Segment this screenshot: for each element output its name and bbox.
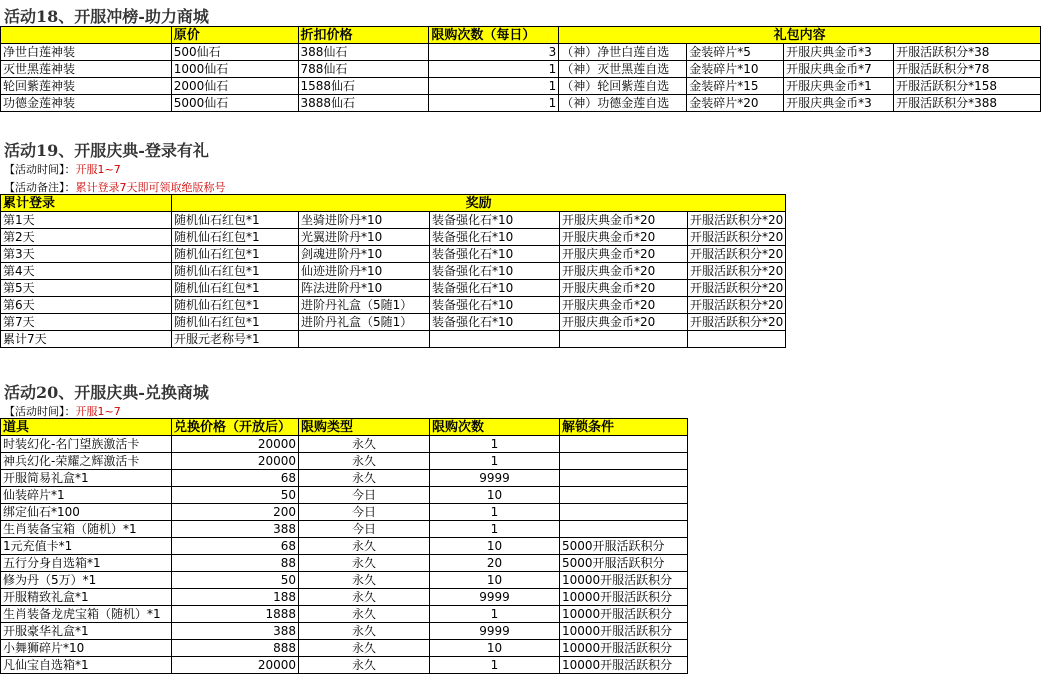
table-cell[interactable]: 装备强化石*10 <box>430 246 560 263</box>
table-cell[interactable]: 今日 <box>299 487 430 504</box>
table-cell[interactable]: 剑魂进阶丹*10 <box>299 246 430 263</box>
table-cell[interactable]: 永久 <box>299 538 430 555</box>
table-cell[interactable]: 永久 <box>299 589 430 606</box>
table-cell[interactable]: 9999 <box>430 623 560 640</box>
table-cell[interactable]: （神）净世白莲自选 <box>559 44 687 61</box>
table-cell[interactable]: 50 <box>172 487 299 504</box>
table-cell[interactable]: 1588仙石 <box>298 78 429 95</box>
table-cell[interactable]: 凡仙宝自选箱*1 <box>1 657 172 674</box>
table-cell[interactable] <box>560 453 688 470</box>
table-cell[interactable]: 第1天 <box>1 212 172 229</box>
table-cell[interactable]: 开服活跃积分*158 <box>894 78 1041 95</box>
table-cell[interactable]: 永久 <box>299 436 430 453</box>
table-row <box>1 504 688 521</box>
table-row <box>1 657 688 674</box>
table-row <box>1 436 688 453</box>
act19-time-note <box>4 161 121 177</box>
table-cell[interactable]: 小舞狮碎片*10 <box>1 640 172 657</box>
table-row <box>1 61 1041 78</box>
table-cell[interactable]: 永久 <box>299 623 430 640</box>
table-cell[interactable]: 金装碎片*15 <box>687 78 784 95</box>
table-cell[interactable]: 5000开服活跃积分 <box>560 555 688 572</box>
table-cell[interactable] <box>688 331 786 348</box>
table-cell[interactable]: 开服豪华礼盒*1 <box>1 623 172 640</box>
table-cell[interactable]: 10000开服活跃积分 <box>560 640 688 657</box>
table-cell[interactable]: 永久 <box>299 606 430 623</box>
table-cell[interactable] <box>560 470 688 487</box>
table-cell[interactable]: 68 <box>172 470 299 487</box>
table-cell[interactable]: 1 <box>430 521 560 538</box>
table-cell[interactable]: 第3天 <box>1 246 172 263</box>
table-act19 <box>0 194 786 348</box>
table-cell[interactable]: 开服活跃积分*38 <box>894 44 1041 61</box>
table-cell[interactable]: 开服庆典金币*20 <box>560 280 688 297</box>
table-cell[interactable]: 1 <box>429 61 559 78</box>
table-cell[interactable]: 随机仙石红包*1 <box>172 263 299 280</box>
table-cell[interactable]: 永久 <box>299 657 430 674</box>
table-cell[interactable]: 388仙石 <box>298 44 429 61</box>
table-cell[interactable]: 功德金莲神装 <box>1 95 172 112</box>
table-row <box>1 212 786 229</box>
header-cell[interactable]: 礼包内容 <box>559 27 1041 44</box>
table-cell[interactable] <box>430 331 560 348</box>
table-cell[interactable]: 开服活跃积分*78 <box>894 61 1041 78</box>
table-cell[interactable]: 5000仙石 <box>171 95 298 112</box>
header-cell[interactable]: 限购次数 <box>430 419 560 436</box>
table-cell[interactable]: 1 <box>430 436 560 453</box>
table-cell[interactable]: 500仙石 <box>171 44 298 61</box>
table-cell[interactable]: （神）轮回紫莲自选 <box>559 78 687 95</box>
table-cell[interactable]: 1 <box>429 78 559 95</box>
table-cell[interactable]: 开服活跃积分*20 <box>688 212 786 229</box>
table-cell[interactable]: 开服庆典金币*3 <box>784 44 894 61</box>
note-value: 累计登录7天即可领取绝版称号 <box>75 181 226 194</box>
table-cell[interactable]: 50 <box>172 572 299 589</box>
table-cell[interactable]: 进阶丹礼盒（5随1） <box>299 314 430 331</box>
table-cell[interactable]: 绑定仙石*100 <box>1 504 172 521</box>
table-header <box>1 419 688 436</box>
table-cell[interactable]: 永久 <box>299 640 430 657</box>
table-cell[interactable]: 20000 <box>172 657 299 674</box>
table-cell[interactable]: 1元充值卡*1 <box>1 538 172 555</box>
table-cell[interactable]: 10 <box>430 640 560 657</box>
table-cell[interactable]: 2000仙石 <box>171 78 298 95</box>
table-cell[interactable]: 开服活跃积分*20 <box>688 263 786 280</box>
table-cell[interactable]: 5000开服活跃积分 <box>560 538 688 555</box>
table-cell[interactable]: 开服庆典金币*3 <box>784 95 894 112</box>
table-cell[interactable]: 今日 <box>299 504 430 521</box>
table-cell[interactable]: 第6天 <box>1 297 172 314</box>
header-cell[interactable]: 限购类型 <box>299 419 430 436</box>
table-cell[interactable]: 第2天 <box>1 229 172 246</box>
table-cell[interactable]: 188 <box>172 589 299 606</box>
table-cell[interactable]: 时装幻化-名门望族激活卡 <box>1 436 172 453</box>
table-act18 <box>0 26 1041 112</box>
note-value: 开服1~7 <box>75 163 121 176</box>
table-cell[interactable]: 生肖装备宝箱（随机）*1 <box>1 521 172 538</box>
table-header <box>1 195 786 212</box>
table-cell[interactable]: 随机仙石红包*1 <box>172 212 299 229</box>
table-cell[interactable]: 10 <box>430 487 560 504</box>
table-cell[interactable] <box>560 504 688 521</box>
table-cell[interactable]: 永久 <box>299 555 430 572</box>
table-cell[interactable]: 开服简易礼盒*1 <box>1 470 172 487</box>
table-cell[interactable]: 装备强化石*10 <box>430 263 560 280</box>
table-row <box>1 78 1041 95</box>
table-cell[interactable]: 金装碎片*10 <box>687 61 784 78</box>
table-cell[interactable]: 轮回紫莲神装 <box>1 78 172 95</box>
table-row <box>1 487 688 504</box>
table-cell[interactable]: 金装碎片*5 <box>687 44 784 61</box>
table-cell[interactable]: 随机仙石红包*1 <box>172 280 299 297</box>
table-row <box>1 246 786 263</box>
table-cell[interactable]: 10000开服活跃积分 <box>560 657 688 674</box>
table-row <box>1 44 1041 61</box>
table-cell[interactable]: 灭世黑莲神装 <box>1 61 172 78</box>
header-cell[interactable]: 累计登录 <box>1 195 172 212</box>
table-cell[interactable] <box>560 331 688 348</box>
table-row <box>1 555 688 572</box>
table-cell[interactable]: 坐骑进阶丹*10 <box>299 212 430 229</box>
table-cell[interactable]: 神兵幻化-荣耀之辉激活卡 <box>1 453 172 470</box>
table-cell[interactable]: 3 <box>429 44 559 61</box>
table-row <box>1 331 786 348</box>
header-cell[interactable]: 原价 <box>171 27 298 44</box>
table-cell[interactable]: 788仙石 <box>298 61 429 78</box>
table-cell[interactable]: 装备强化石*10 <box>430 229 560 246</box>
act19-remark-note <box>4 179 226 195</box>
table-cell[interactable]: 10000开服活跃积分 <box>560 572 688 589</box>
table-header <box>1 27 1041 44</box>
table-cell[interactable]: 10000开服活跃积分 <box>560 623 688 640</box>
header-cell[interactable]: 道具 <box>1 419 172 436</box>
section-title-act19: 活动19、开服庆典-登录有礼 <box>4 141 209 160</box>
header-cell[interactable]: 解锁条件 <box>560 419 688 436</box>
table-cell[interactable]: 3888仙石 <box>298 95 429 112</box>
table-row <box>1 521 688 538</box>
table-cell[interactable]: 388 <box>172 521 299 538</box>
table-cell[interactable]: 进阶丹礼盒（5随1） <box>299 297 430 314</box>
table-cell[interactable]: 随机仙石红包*1 <box>172 314 299 331</box>
section-title-act18: 活动18、开服冲榜-助力商城 <box>4 7 209 26</box>
table-row <box>1 606 688 623</box>
table-cell[interactable]: 开服庆典金币*7 <box>784 61 894 78</box>
section-title-act20: 活动20、开服庆典-兑换商城 <box>4 383 209 402</box>
table-cell[interactable]: 开服精致礼盒*1 <box>1 589 172 606</box>
table-cell[interactable]: 永久 <box>299 470 430 487</box>
table-row <box>1 280 786 297</box>
table-cell[interactable]: 仙装碎片*1 <box>1 487 172 504</box>
table-row <box>1 314 786 331</box>
note-label: 【活动时间】： <box>4 163 76 176</box>
table-cell[interactable]: 1 <box>430 453 560 470</box>
table-cell[interactable]: 开服庆典金币*1 <box>784 78 894 95</box>
table-row <box>1 453 688 470</box>
table-cell[interactable]: 永久 <box>299 572 430 589</box>
act20-time-note <box>4 403 121 419</box>
header-cell[interactable]: 奖励 <box>172 195 786 212</box>
table-cell[interactable]: 9999 <box>430 470 560 487</box>
table-cell[interactable]: 五行分身自选箱*1 <box>1 555 172 572</box>
table-cell[interactable]: 开服活跃积分*20 <box>688 229 786 246</box>
table-cell[interactable]: 修为丹（5万）*1 <box>1 572 172 589</box>
table-cell[interactable]: 随机仙石红包*1 <box>172 246 299 263</box>
table-cell[interactable]: 200 <box>172 504 299 521</box>
table-row <box>1 572 688 589</box>
table-cell[interactable]: 装备强化石*10 <box>430 212 560 229</box>
table-cell[interactable]: 10 <box>430 572 560 589</box>
note-value: 开服1~7 <box>75 405 121 418</box>
table-cell[interactable]: 68 <box>172 538 299 555</box>
table-cell[interactable]: 仙迹进阶丹*10 <box>299 263 430 280</box>
header-cell[interactable]: 折扣价格 <box>298 27 429 44</box>
table-cell[interactable]: 生肖装备龙虎宝箱（随机）*1 <box>1 606 172 623</box>
table-cell[interactable]: 今日 <box>299 521 430 538</box>
header-cell[interactable]: 兑换价格（开放后） <box>172 419 299 436</box>
table-cell[interactable]: 开服活跃积分*388 <box>894 95 1041 112</box>
table-cell[interactable]: 1 <box>430 606 560 623</box>
table-cell[interactable]: 开服庆典金币*20 <box>560 229 688 246</box>
table-cell[interactable]: 开服活跃积分*20 <box>688 246 786 263</box>
header-cell[interactable]: 限购次数（每日） <box>429 27 559 44</box>
table-cell[interactable]: 第4天 <box>1 263 172 280</box>
table-cell[interactable]: 装备强化石*10 <box>430 280 560 297</box>
table-cell[interactable]: 光翼进阶丹*10 <box>299 229 430 246</box>
table-cell[interactable]: 阵法进阶丹*10 <box>299 280 430 297</box>
table-cell[interactable] <box>560 487 688 504</box>
table-cell[interactable]: 开服庆典金币*20 <box>560 212 688 229</box>
table-cell[interactable] <box>299 331 430 348</box>
table-cell[interactable]: （神）灭世黑莲自选 <box>559 61 687 78</box>
table-cell[interactable]: 388 <box>172 623 299 640</box>
table-cell[interactable]: 10 <box>430 538 560 555</box>
table-cell[interactable]: 10000开服活跃积分 <box>560 589 688 606</box>
table-cell[interactable] <box>560 521 688 538</box>
table-cell[interactable]: 20000 <box>172 436 299 453</box>
table-cell[interactable]: 9999 <box>430 589 560 606</box>
table-cell[interactable]: 1 <box>430 657 560 674</box>
table-cell[interactable]: 开服庆典金币*20 <box>560 246 688 263</box>
header-cell-empty[interactable] <box>1 27 172 44</box>
table-row <box>1 470 688 487</box>
table-row <box>1 95 1041 112</box>
table-cell[interactable]: 88 <box>172 555 299 572</box>
table-cell[interactable]: 金装碎片*20 <box>687 95 784 112</box>
table-cell[interactable]: 第5天 <box>1 280 172 297</box>
table-cell[interactable]: 净世白莲神装 <box>1 44 172 61</box>
table-cell[interactable]: 开服元老称号*1 <box>172 331 299 348</box>
table-cell[interactable]: 开服活跃积分*20 <box>688 314 786 331</box>
table-cell[interactable]: 开服活跃积分*20 <box>688 297 786 314</box>
table-cell[interactable]: 888 <box>172 640 299 657</box>
table-cell[interactable]: 装备强化石*10 <box>430 297 560 314</box>
table-cell[interactable]: 开服庆典金币*20 <box>560 314 688 331</box>
table-cell[interactable]: 开服活跃积分*20 <box>688 280 786 297</box>
table-cell[interactable]: 开服庆典金币*20 <box>560 297 688 314</box>
table-cell[interactable]: 开服庆典金币*20 <box>560 263 688 280</box>
table-cell[interactable]: 累计7天 <box>1 331 172 348</box>
table-cell[interactable]: 1 <box>429 95 559 112</box>
table-act20 <box>0 418 688 674</box>
table-cell[interactable]: 1 <box>430 504 560 521</box>
table-cell[interactable]: 1000仙石 <box>171 61 298 78</box>
table-cell[interactable]: 第7天 <box>1 314 172 331</box>
table-cell[interactable] <box>560 436 688 453</box>
table-row <box>1 263 786 280</box>
table-cell[interactable]: 装备强化石*10 <box>430 314 560 331</box>
table-row <box>1 623 688 640</box>
table-cell[interactable]: 随机仙石红包*1 <box>172 297 299 314</box>
table-cell[interactable]: 1888 <box>172 606 299 623</box>
table-cell[interactable]: 20000 <box>172 453 299 470</box>
table-cell[interactable]: 10000开服活跃积分 <box>560 606 688 623</box>
table-cell[interactable]: 随机仙石红包*1 <box>172 229 299 246</box>
table-row <box>1 229 786 246</box>
note-label: 【活动备注】： <box>4 181 76 194</box>
table-cell[interactable]: 永久 <box>299 453 430 470</box>
note-label: 【活动时间】： <box>4 405 76 418</box>
table-row <box>1 538 688 555</box>
table-cell[interactable]: 20 <box>430 555 560 572</box>
table-row <box>1 297 786 314</box>
table-cell[interactable]: （神）功德金莲自选 <box>559 95 687 112</box>
table-row <box>1 640 688 657</box>
table-row <box>1 589 688 606</box>
